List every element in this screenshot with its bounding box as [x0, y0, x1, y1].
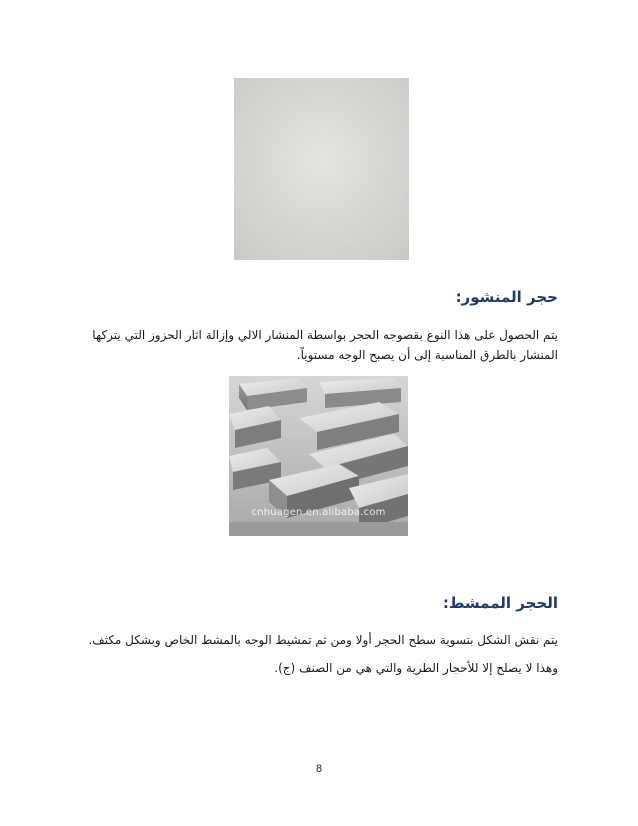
image-watermark: cnhuagen.en.alibaba.com [251, 507, 386, 518]
section-paragraph-sawn-stone: يتم الحصول على هذا النوع بقصوجه الحجر بواسطة المنشار الالي وإزالة اثار الحزوز التي يتركها المنشار بالطرق المناسبة إلى أن يصبح الوجه مستوياً. [92, 328, 558, 362]
page-number: 8 [315, 763, 323, 775]
section-paragraph-combed-stone-1: يتم نقش الشكل بتسوية سطح الحجر أولا ومن ثم تمشيط الوجه بالمشط الخاص وبشكل مكثف. [88, 633, 558, 647]
section-paragraph-combed-stone-2: وهذا لا يصلح إلا للأحجار الطرية والتي هي من الصنف (ج). [274, 661, 558, 675]
section-heading-combed-stone: الحجر الممشط: [442, 594, 558, 612]
section-body-combed-stone [78, 630, 558, 686]
section-heading-sawn-stone: حجر المنشور: [455, 288, 558, 306]
sawn-stone-texture-image [234, 78, 409, 260]
stone-blocks-photo [229, 376, 408, 536]
